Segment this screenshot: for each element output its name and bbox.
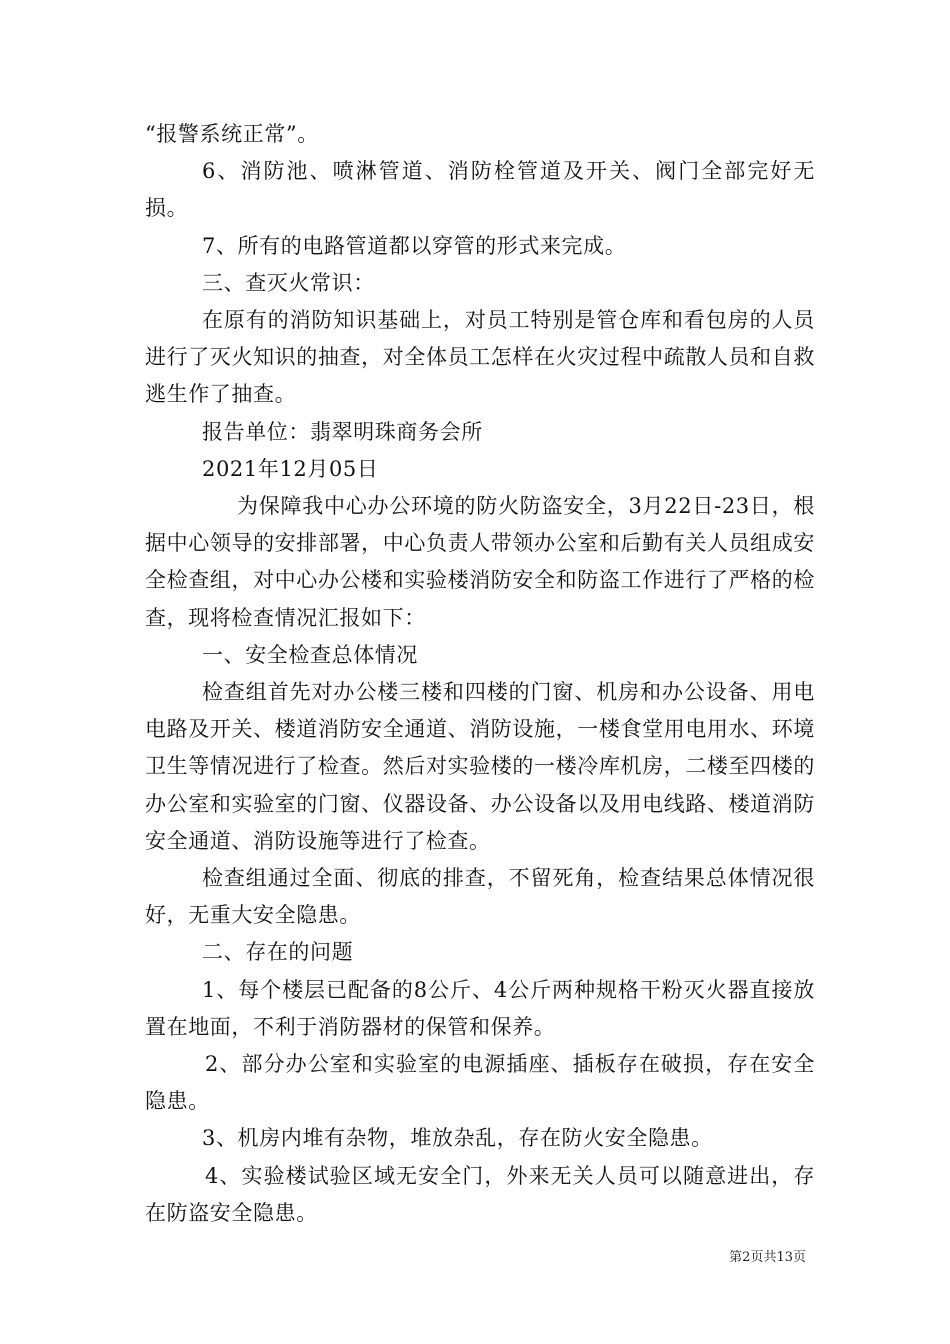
section-heading-overall: 一、安全检查总体情况: [202, 642, 418, 667]
paragraph-intro: 为保障我中心办公环境的防火防盗安全，3月22日-23日，根据中心领导的安排部署，中心负责人带领办公室和后勤有关人员组成安全检查组，对中心办公楼和实验楼消防安全和防盗工作进行了严格的检查，现将检查情况汇报如下：: [145, 494, 815, 630]
paragraph-item-7: 7、所有的电路管道都以穿管的形式来完成。: [202, 233, 627, 258]
problem-item-3: 3、机房内堆有杂物，堆放杂乱，存在防火安全隐患。: [202, 1126, 713, 1151]
paragraph-inspection-scope: 检查组首先对办公楼三楼和四楼的门窗、机房和办公设备、用电电路及开关、楼道消防安全通道、消防设施，一楼食堂用电用水、环境卫生等情况进行了检查。然后对实验楼的一楼冷库机房，二楼至四楼的办公室和实验室的门窗、仪器设备、办公设备以及用电线路、楼道消防安全通道、消防设施等进行了检查。: [145, 680, 815, 853]
section-heading-fire-knowledge: 三、查灭火常识：: [202, 270, 375, 295]
section-heading-problems: 二、存在的问题: [202, 940, 354, 965]
paragraph-item-6: 6、消防池、喷淋管道、消防栓管道及开关、阀门全部完好无损。: [145, 159, 815, 221]
page-number: 第2页共13页: [729, 1250, 806, 1265]
problem-item-1: 1、每个楼层已配备的8公斤、4公斤两种规格干粉灭火器直接放置在地面，不利于消防器材的保管和保养。: [145, 977, 815, 1039]
report-date: 2021年12月05日: [202, 456, 379, 481]
problem-item-4: 4、实验楼试验区域无安全门，外来无关人员可以随意进出，存在防盗安全隐患。: [145, 1163, 815, 1225]
document-body: [145, 116, 815, 1232]
paragraph-inspection-result: 检查组通过全面、彻底的排查，不留死角，检查结果总体情况很好，无重大安全隐患。: [145, 866, 815, 928]
paragraph-fire-knowledge: 在原有的消防知识基础上，对员工特别是管仓库和看包房的人员进行了灭火知识的抽查，对全体员工怎样在火灾过程中疏散人员和自救逃生作了抽查。: [145, 308, 815, 407]
paragraph-alarm-status: “报警系统正常”。: [145, 122, 319, 146]
report-unit: 报告单位：翡翠明珠商务会所: [202, 419, 483, 444]
problem-item-2: 2、部分办公室和实验室的电源插座、插板存在破损，存在安全隐患。: [145, 1052, 815, 1114]
